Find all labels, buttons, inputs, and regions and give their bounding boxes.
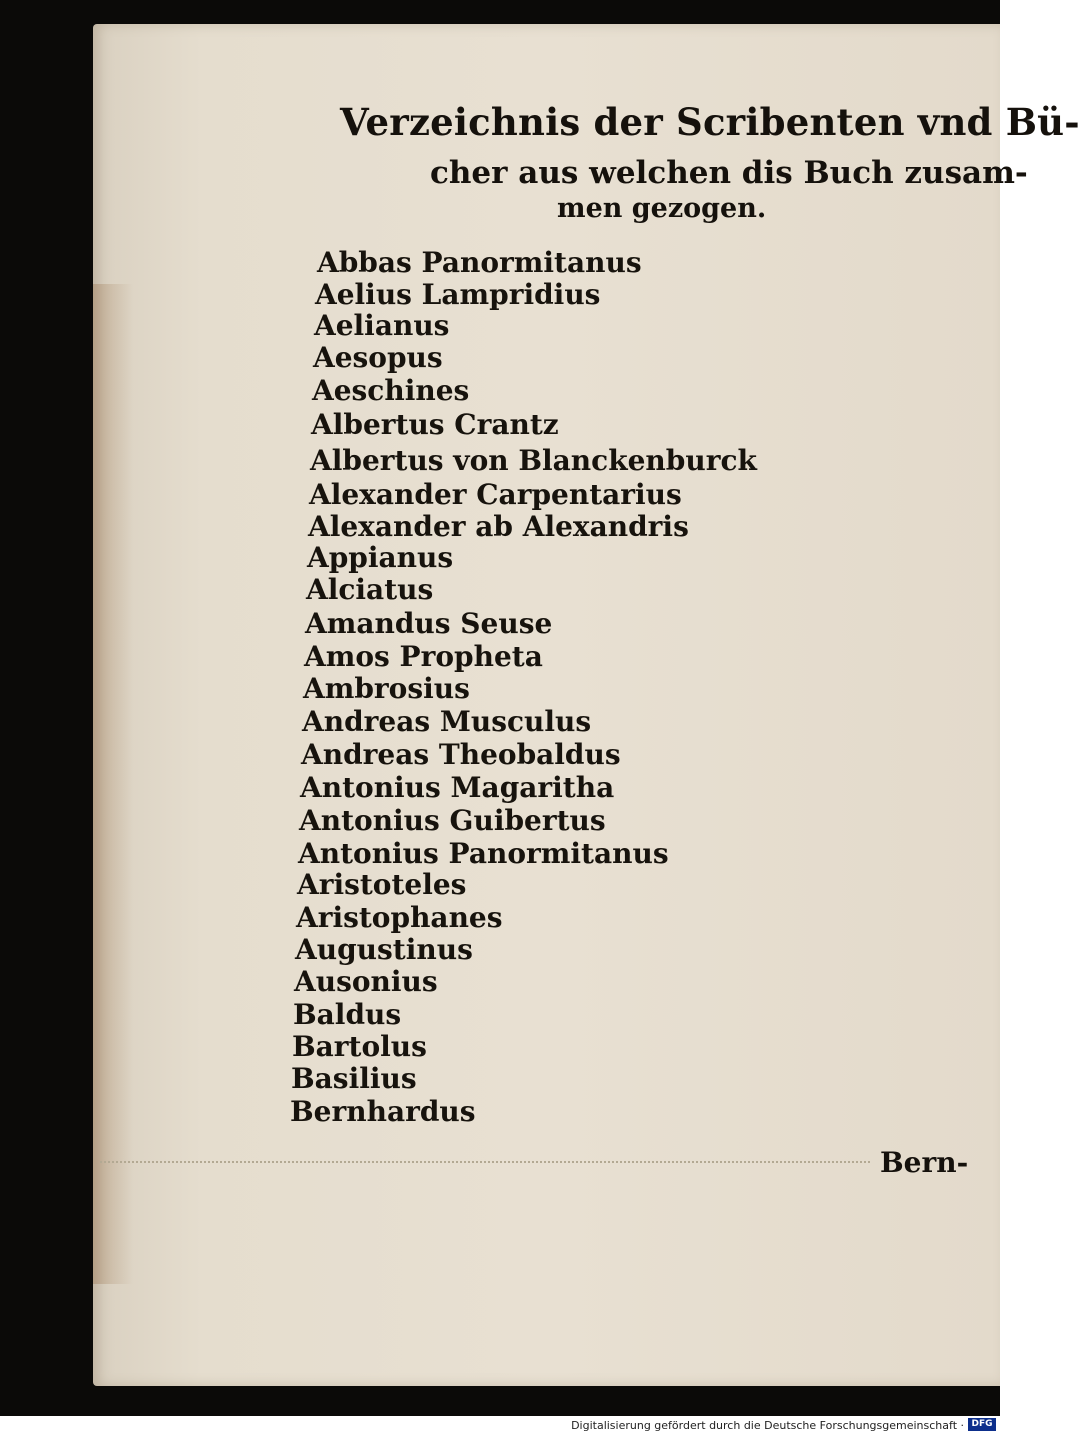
author-entry: Alexander Carpentarius	[309, 478, 682, 511]
author-entry: Andreas Musculus	[302, 705, 592, 738]
author-entry: Amos Propheta	[304, 640, 543, 673]
footer	[0, 1416, 1000, 1435]
author-entry: Amandus Seuse	[305, 607, 553, 640]
author-entry: Albertus von Blanckenburck	[310, 444, 757, 477]
author-entry: Aelius Lampridius	[315, 278, 601, 311]
author-entry: Antonius Guibertus	[299, 804, 606, 837]
author-entry: Aesopus	[313, 341, 443, 374]
dotted-rule	[100, 1161, 870, 1163]
author-entry: Appianus	[307, 541, 454, 574]
author-entry: Ausonius	[294, 965, 438, 998]
author-entry: Aristoteles	[297, 868, 467, 901]
catchword: Bern-	[880, 1146, 969, 1179]
author-entry: Abbas Panormitanus	[317, 246, 642, 279]
author-entry: Bartolus	[292, 1030, 427, 1063]
author-entry: Antonius Magaritha	[300, 771, 615, 804]
author-entry: Alexander ab Alexandris	[308, 510, 689, 543]
author-entry: Baldus	[293, 998, 402, 1031]
page-title-line-2: cher aus welchen dis Buch zusam-	[430, 155, 1028, 191]
author-entry: Aeschines	[312, 374, 470, 407]
author-entry: Andreas Theobaldus	[301, 738, 621, 771]
author-entry: Ambrosius	[303, 672, 470, 705]
author-entry: Aelianus	[314, 309, 450, 342]
author-entry: Augustinus	[295, 933, 473, 966]
author-entry: Bernhardus	[290, 1095, 476, 1128]
author-entry: Alciatus	[306, 573, 434, 606]
author-entry: Aristophanes	[296, 901, 503, 934]
funding-credit: Digitalisierung gefördert durch die Deutsche Forschungsgemeinschaft ·	[571, 1419, 964, 1432]
page-title-line-3: men gezogen.	[557, 193, 767, 224]
page-title-line-1: Verzeichnis der Scribenten vnd Bü-	[340, 100, 1080, 144]
page-edge-stain	[93, 284, 133, 1284]
author-entry: Basilius	[291, 1062, 417, 1095]
author-entry: Albertus Crantz	[311, 408, 559, 441]
dfg-logo: DFG	[968, 1418, 996, 1431]
author-entry: Antonius Panormitanus	[298, 837, 669, 870]
